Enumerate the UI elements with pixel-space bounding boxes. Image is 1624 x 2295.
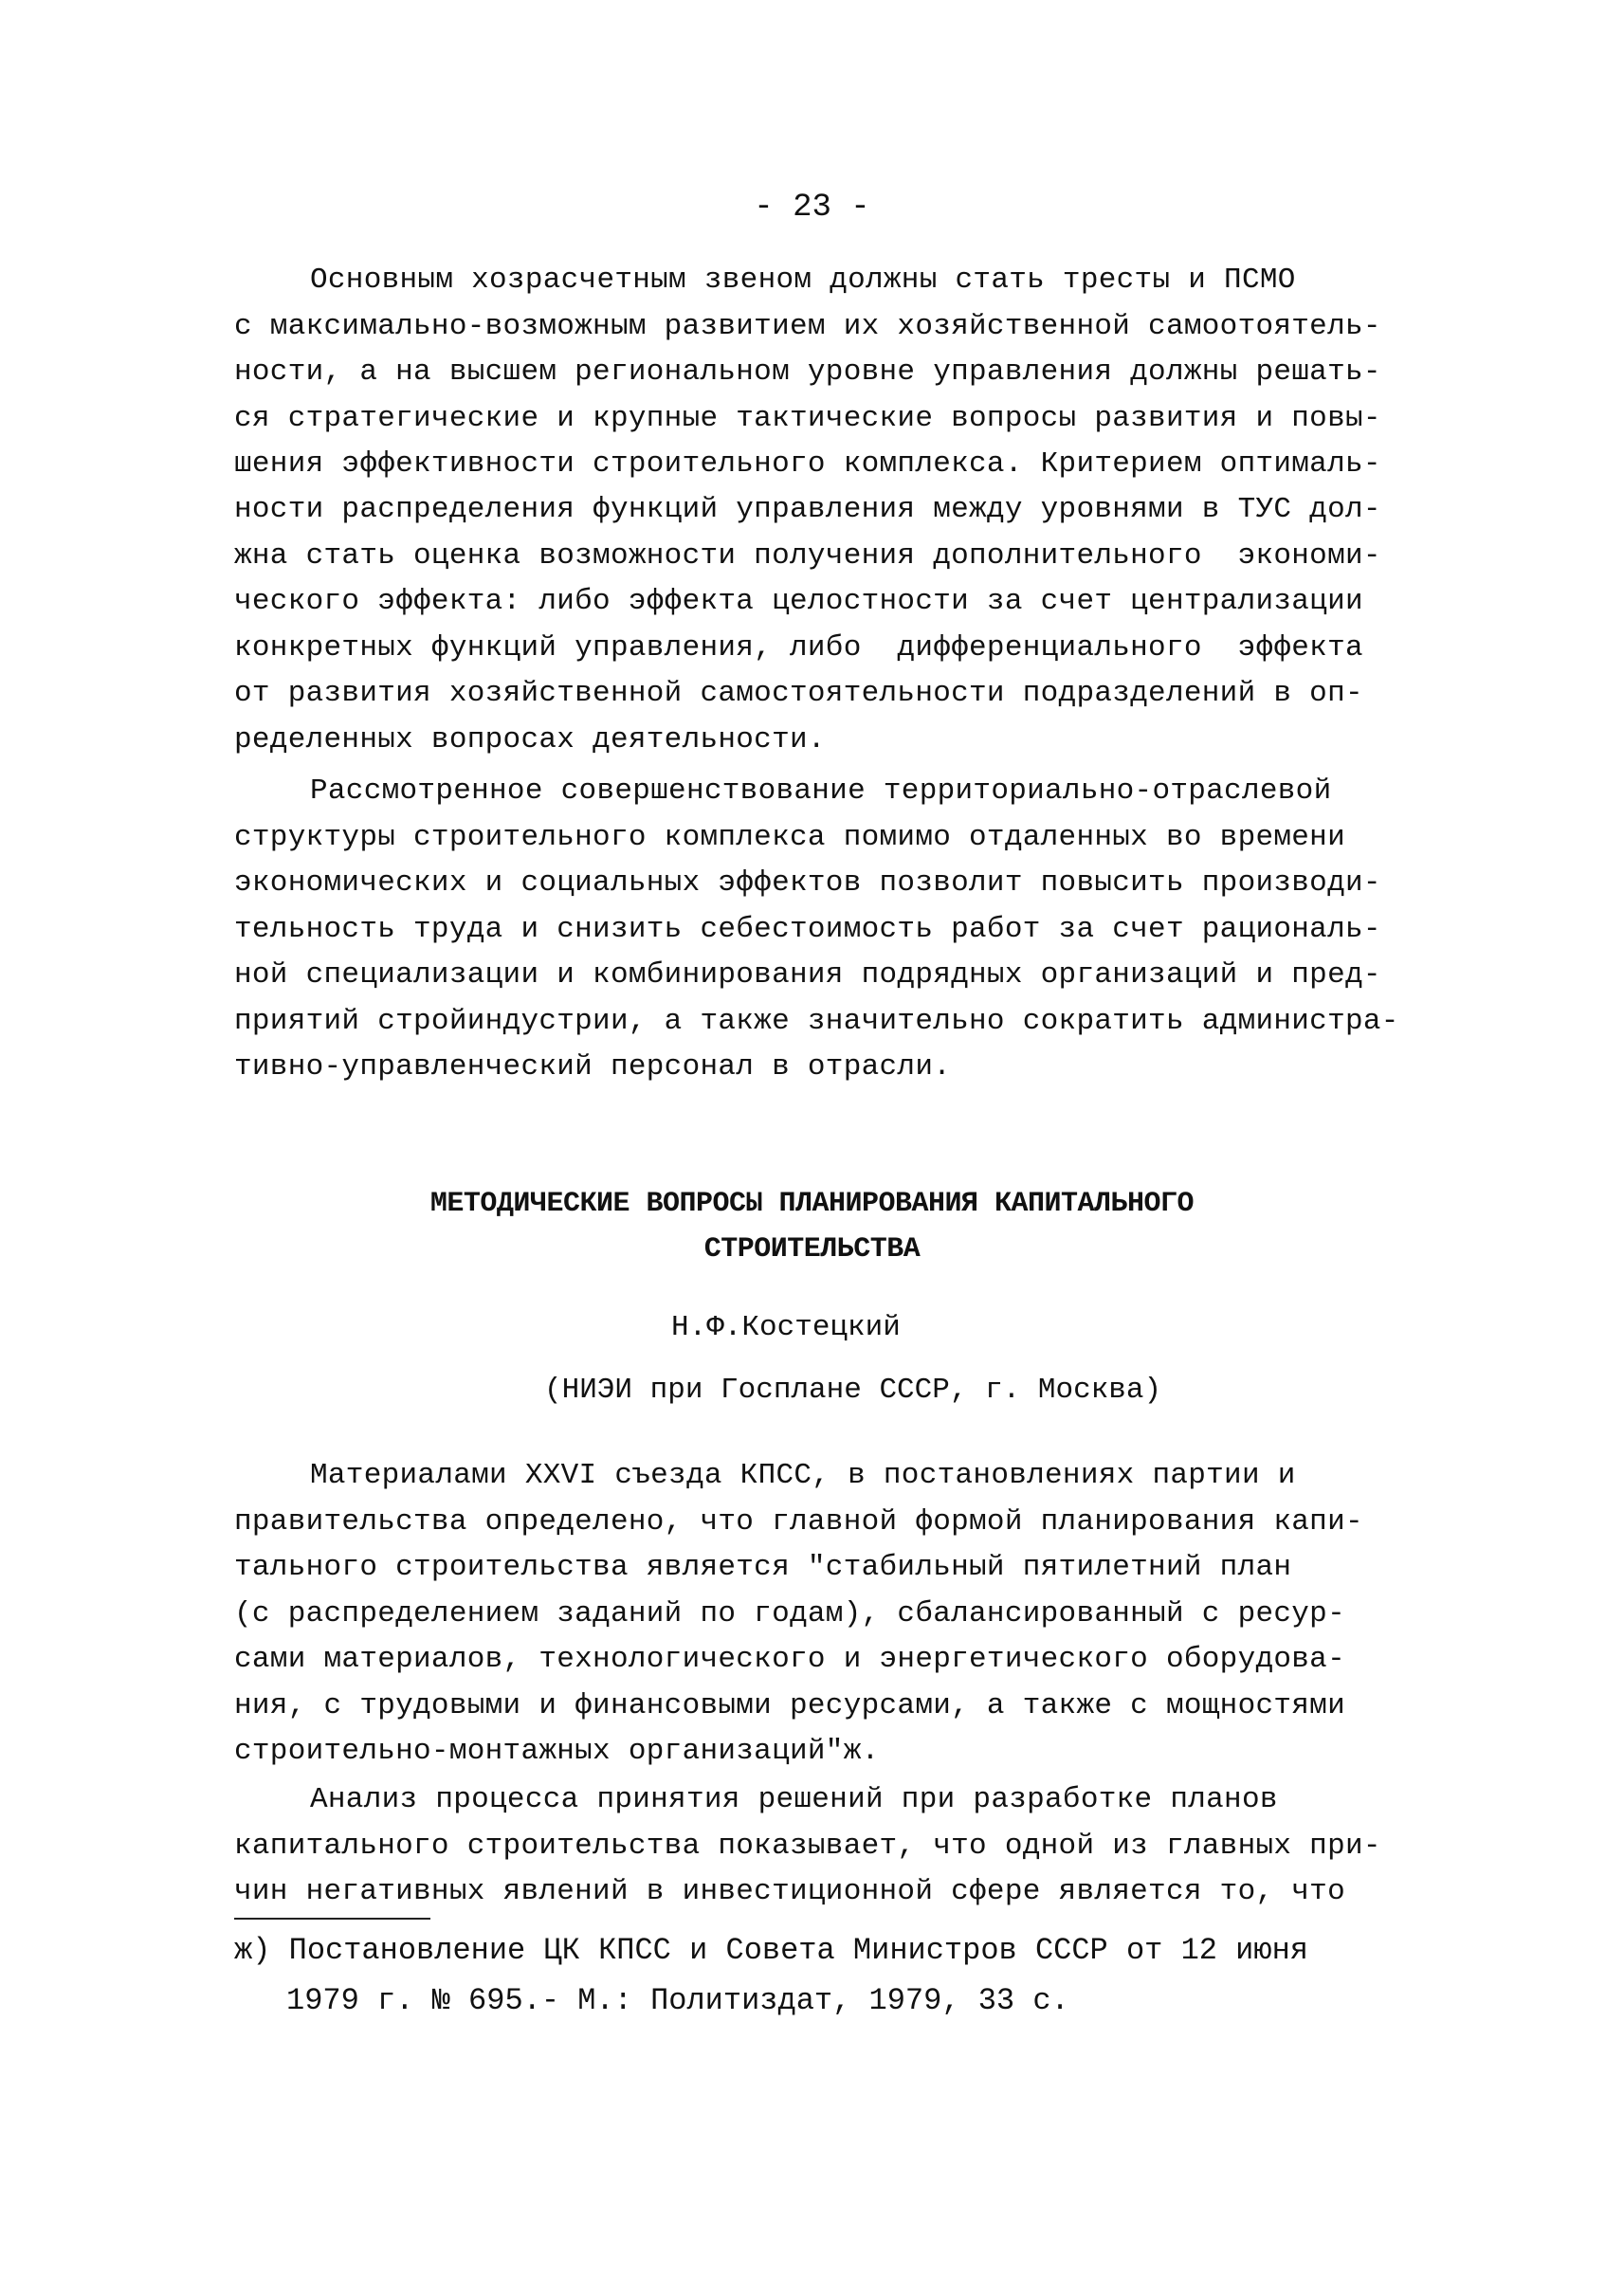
text-line: ности, а на высшем региональном уровне управления должны решать- (234, 355, 1381, 389)
text-line: шения эффективности строительного комплекса. Критерием оптималь- (234, 447, 1381, 481)
text-line: сами материалов, технологического и энергетического оборудова- (234, 1643, 1345, 1676)
text-line: (с распределением заданий по годам), сбалансированный с ресур- (234, 1597, 1345, 1630)
text-line: Анализ процесса принятия решений при разработке планов (310, 1783, 1278, 1816)
text-line: ся стратегические и крупные тактические вопросы развития и повы- (234, 402, 1381, 435)
article-author: Н.Ф.Костецкий (671, 1311, 901, 1344)
text-line: ности распределения функций управления между уровнями в ТУС дол- (234, 493, 1381, 526)
text-line: приятий стройиндустрии, а также значительно сократить администра- (234, 1005, 1399, 1038)
footnote-rule (234, 1918, 430, 1920)
text-line: с максимально-возможным развитием их хозяйственной самоотоятель- (234, 310, 1381, 343)
footnote-line: 1979 г. № 695.- М.: Политиздат, 1979, 33 с. (286, 1983, 1069, 2018)
footnote-line: ж) Постановление ЦК КПСС и Совета Министров СССР от 12 июня (234, 1933, 1308, 1968)
text-line: структуры строительного комплекса помимо отдаленных во времени (234, 821, 1345, 854)
text-line: от развития хозяйственной самостоятельности подразделений в оп- (234, 677, 1363, 710)
text-line: Материалами XXVI съезда КПСС, в постановлениях партии и (310, 1459, 1296, 1492)
text-line: экономических и социальных эффектов позволит повысить производи- (234, 866, 1381, 900)
article-affiliation: (НИЭИ при Госплане СССР, г. Москва) (544, 1374, 1162, 1407)
article-title: МЕТОДИЧЕСКИЕ ВОПРОСЫ ПЛАНИРОВАНИЯ КАПИТАЛЬНОГО (429, 1188, 1195, 1220)
text-line: тивно-управленческий персонал в отрасли. (234, 1050, 952, 1084)
text-line: правительства определено, что главной формой планирования капи- (234, 1505, 1363, 1539)
text-line: капитального строительства показывает, что одной из главных при- (234, 1830, 1381, 1863)
text-line: тального строительства является "стабильный пятилетний план (234, 1551, 1292, 1584)
text-line: ной специализации и комбинирования подрядных организаций и пред- (234, 958, 1381, 992)
text-line: ределенных вопросах деятельности. (234, 723, 826, 756)
text-line: тельность труда и снизить себестоимость работ за счет рациональ- (234, 913, 1381, 946)
text-line: чин негативных явлений в инвестиционной сфере является то, что (234, 1875, 1345, 1908)
page-number: - 23 - (754, 190, 870, 226)
text-line: конкретных функций управления, либо дифференциального эффекта (234, 631, 1363, 665)
text-line: жна стать оценка возможности получения дополнительного экономи- (234, 539, 1381, 573)
text-line: строительно-монтажных организаций"ж. (234, 1735, 880, 1768)
text-line: ния, с трудовыми и финансовыми ресурсами, а также с мощностями (234, 1689, 1345, 1722)
text-line: Основным хозрасчетным звеном должны стать тресты и ПСМО (310, 264, 1296, 297)
text-line: Рассмотренное совершенствование территориально-отраслевой (310, 774, 1332, 808)
article-title-continued: СТРОИТЕЛЬСТВА (703, 1233, 921, 1266)
text-line: ческого эффекта: либо эффекта целостности за счет централизации (234, 585, 1363, 618)
